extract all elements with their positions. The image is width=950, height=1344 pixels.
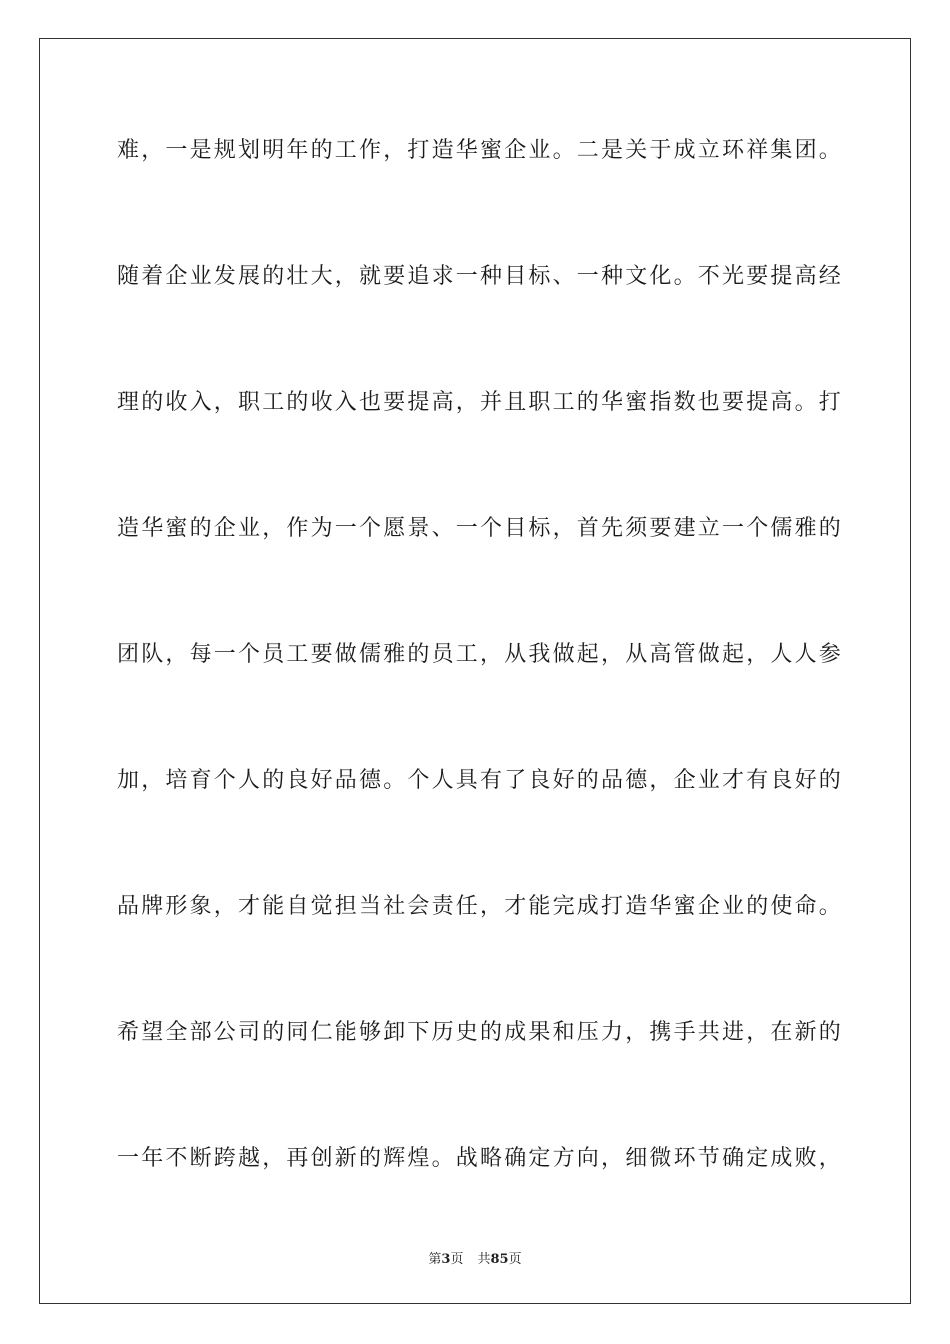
text-line-9: 一年不断跨越，再创新的辉煌。战略确定方向，细微环节确定成败，: [117, 1146, 844, 1171]
document-body: [117, 128, 844, 1262]
total-prefix: 共: [477, 1252, 491, 1267]
page-footer: [0, 1248, 950, 1267]
text-line-5: 团队，每一个员工要做儒雅的员工，从我做起，从高管做起，人人参: [117, 642, 844, 667]
text-line-1: 难，一是规划明年的工作，打造华蜜企业。二是关于成立环祥集团。: [117, 138, 844, 163]
text-line-8: 希望全部公司的同仁能够卸下历史的成果和压力，携手共进，在新的: [117, 1020, 844, 1045]
total-suffix: 页: [508, 1252, 522, 1267]
page-suffix: 页: [450, 1252, 464, 1267]
page-prefix: 第: [428, 1252, 442, 1267]
text-line-6: 加，培育个人的良好品德。个人具有了良好的品德，企业才有良好的: [117, 768, 844, 793]
total-pages: 85: [490, 1252, 509, 1267]
text-line-2: 随着企业发展的壮大，就要追求一种目标、一种文化。不光要提高经: [117, 264, 844, 289]
text-line-3: 理的收入，职工的收入也要提高，并且职工的华蜜指数也要提高。打: [117, 390, 844, 415]
page-number: 3: [441, 1252, 451, 1267]
text-line-4: 造华蜜的企业，作为一个愿景、一个目标，首先须要建立一个儒雅的: [117, 516, 844, 541]
text-line-7: 品牌形象，才能自觉担当社会责任，才能完成打造华蜜企业的使命。: [117, 894, 844, 919]
